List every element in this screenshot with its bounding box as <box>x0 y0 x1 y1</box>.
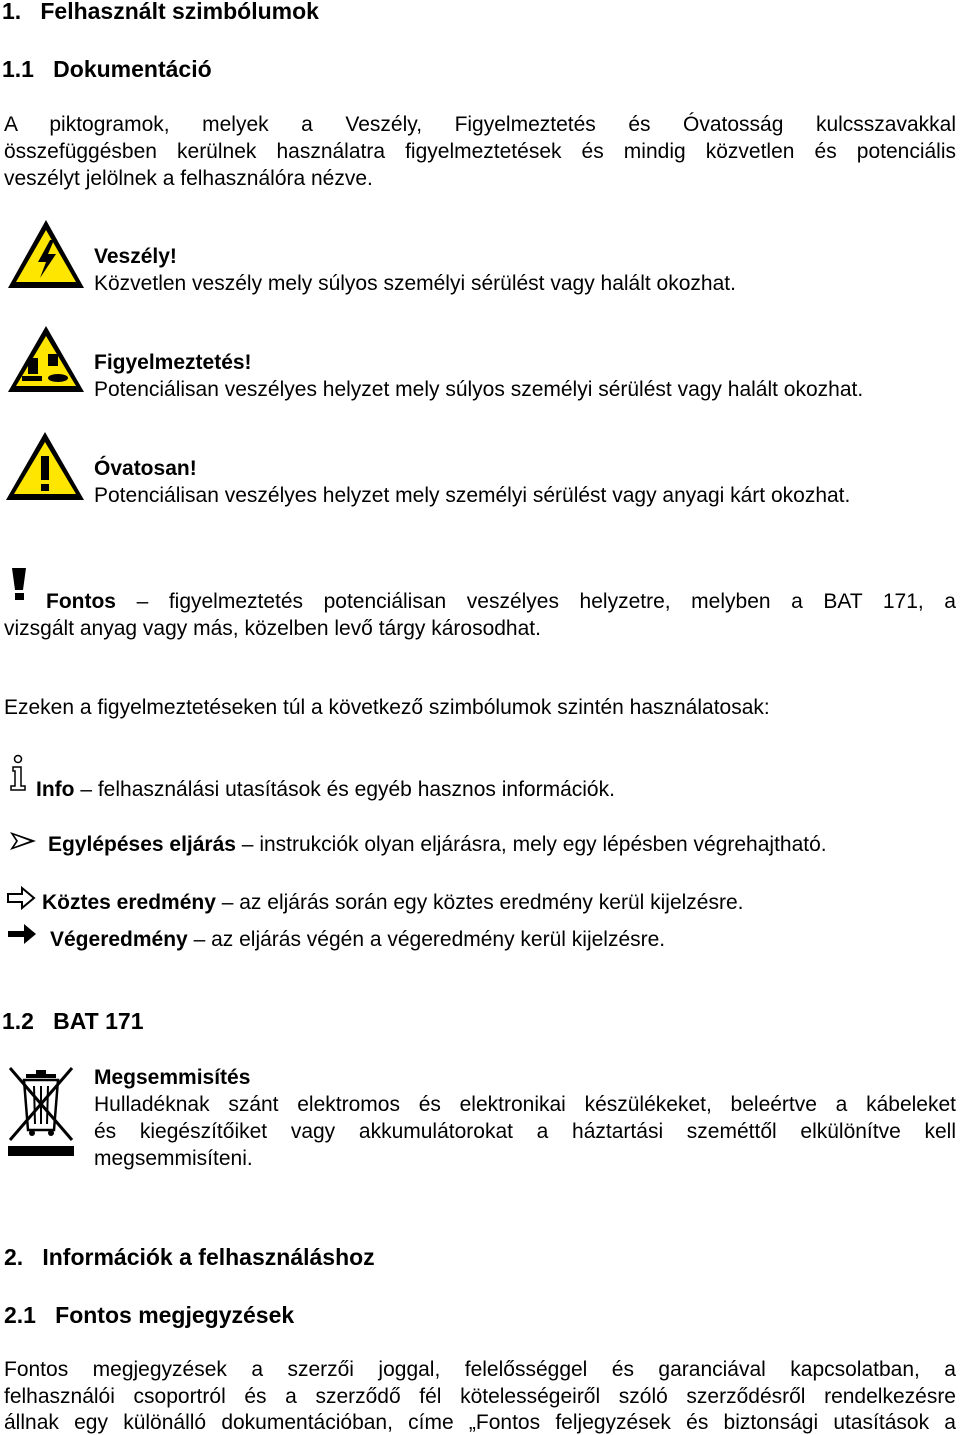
heading-number: 1.2 <box>2 1008 34 1034</box>
heading-section-1 <box>2 0 319 25</box>
heading-number: 1.1 <box>2 56 34 82</box>
intro-line-3: veszélyt jelölnek a felhasználóra nézve. <box>4 167 373 190</box>
final-text: – az eljárás végén a végeredmény kerül kijelzésre. <box>187 928 666 951</box>
heading-section-2-1 <box>4 1302 294 1329</box>
caution-title: Óvatosan! <box>94 457 197 480</box>
intro-line-2: összefüggésben kerülnek használatra figyelmeztetések és mindig közvetlen és potenciális <box>4 140 956 163</box>
step-line <box>48 833 827 857</box>
important-text: – figyelmeztetés potenciálisan veszélyes helyzetre, melyben a BAT 171, a <box>136 590 956 613</box>
intro-line-1: A piktogramok, melyek a Veszély, Figyelmeztetés és Óvatosság kulcsszavakkal <box>4 113 956 136</box>
warning-title: Figyelmeztetés! <box>94 351 252 374</box>
disposal-line-3: megsemmisíteni. <box>94 1147 253 1170</box>
info-term: Info <box>36 778 75 801</box>
warning-text: Potenciálisan veszélyes helyzet mely súlyos személyi sérülést vagy halált okozhat. <box>94 378 864 401</box>
heading-section-2 <box>4 1244 375 1271</box>
final-line <box>50 928 665 952</box>
interim-arrow-icon <box>6 886 36 910</box>
danger-text: Közvetlen veszély mely súlyos személyi sérülést vagy halált okozhat. <box>94 272 736 295</box>
other-symbols-intro: Ezeken a figyelmeztetéseken túl a következő szimbólumok szintén használatosak: <box>4 696 770 719</box>
step-text: – instrukciók olyan eljárásra, mely egy lépésben végrehajtható. <box>235 833 827 856</box>
heading-title: Információk a felhasználáshoz <box>42 1244 375 1270</box>
disposal-line-2: és kiegészítőiket vagy akkumulátorokat a háztartási szeméttől elkülönítve kell <box>94 1120 956 1143</box>
electric-hazard-icon <box>6 218 86 290</box>
interim-line <box>42 891 743 915</box>
final-term: Végeredmény <box>50 928 188 951</box>
heading-number: 2. <box>4 1244 24 1270</box>
step-term: Egylépéses eljárás <box>48 833 236 856</box>
heading-section-1-1 <box>2 56 212 83</box>
heading-title: BAT 171 <box>53 1008 144 1034</box>
heading-number: 2.1 <box>4 1302 36 1328</box>
important-line-1 <box>46 590 956 614</box>
important-line-2: vizsgált anyag vagy más, közelben levő tárgy károsodhat. <box>4 617 541 640</box>
disposal-line-1: Hulladéknak szánt elektromos és elektronikai készülékeket, beleértve a kábeleket <box>94 1093 956 1116</box>
info-line <box>36 778 615 802</box>
heading-title: Dokumentáció <box>53 56 212 82</box>
important-term: Fontos <box>46 590 116 613</box>
notes-line-2: felhasználói csoportról és a szerződő fél kötelességeiről szóló szerződésről rendelkezésre <box>4 1385 956 1408</box>
caution-text: Potenciálisan veszélyes helyzet mely személyi sérülést vagy anyagi kárt okozhat. <box>94 484 851 507</box>
notes-line-3: állnak egy különálló dokumentációban, címe „Fontos feljegyzések és biztonsági utasítások a <box>4 1411 956 1434</box>
info-text: – felhasználási utasítások és egyéb hasznos információk. <box>74 778 615 801</box>
heading-section-1-2 <box>2 1008 143 1035</box>
step-arrow-icon <box>8 830 38 852</box>
heading-title: Felhasznált szimbólumok <box>40 0 319 24</box>
interim-text: – az eljárás során egy köztes eredmény kerül kijelzésre. <box>215 891 744 914</box>
danger-title: Veszély! <box>94 245 177 268</box>
heading-title: Fontos megjegyzések <box>55 1302 295 1328</box>
notes-line-1: Fontos megjegyzések a szerzői joggal, felelősséggel és garanciával kapcsolatban, a <box>4 1358 956 1381</box>
info-icon <box>6 754 30 792</box>
disposal-title: Megsemmisítés <box>94 1066 251 1089</box>
heading-number: 1. <box>2 0 22 24</box>
exclamation-icon <box>6 566 34 602</box>
interim-term: Köztes eredmény <box>42 891 216 914</box>
final-arrow-icon <box>6 922 38 946</box>
caution-exclamation-icon <box>4 430 86 502</box>
crossed-out-bin-icon <box>4 1064 78 1158</box>
corrosive-hazard-icon <box>6 324 86 394</box>
